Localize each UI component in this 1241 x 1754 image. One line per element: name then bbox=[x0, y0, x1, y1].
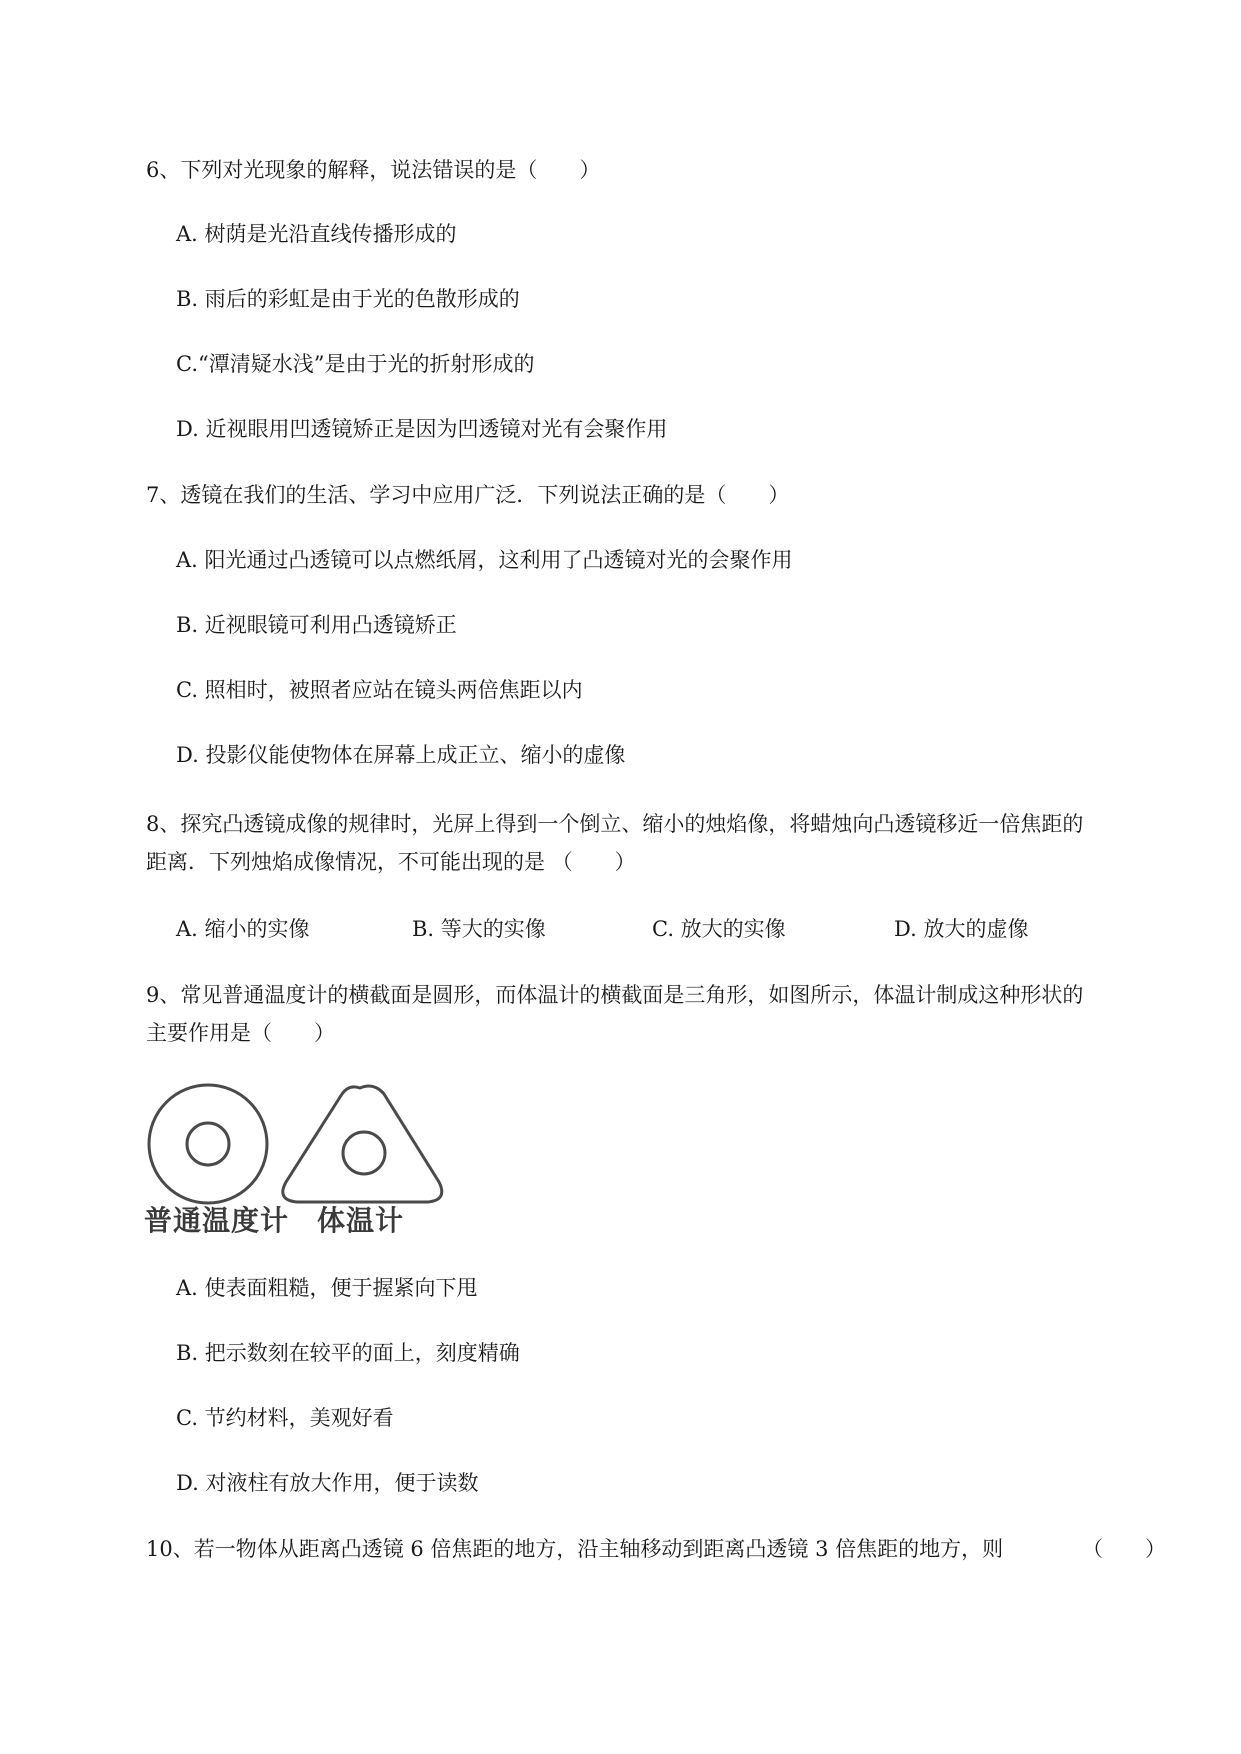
question-9-option-c: C. 节约材料，美观好看 bbox=[176, 1406, 394, 1430]
question-9-stem-line1: 9、常见普通温度计的横截面是圆形，而体温计的横截面是三角形，如图所示，体温计制成这种形状的 bbox=[146, 983, 1084, 1007]
figure-label-ordinary-thermometer: 普通温度计 bbox=[144, 1204, 290, 1237]
question-10-stem: 10、若一物体从距离凸透镜 6 倍焦距的地方，沿主轴移动到距离凸透镜 3 倍焦距的地方，则 bbox=[146, 1537, 1004, 1561]
ordinary-thermometer-outer-circle bbox=[149, 1085, 267, 1203]
question-7-option-c: C. 照相时，被照者应站在镜头两倍焦距以内 bbox=[176, 678, 583, 702]
question-7-option-b: B. 近视眼镜可利用凸透镜矫正 bbox=[176, 613, 457, 637]
question-7-stem: 7、透镜在我们的生活、学习中应用广泛．下列说法正确的是（ ） bbox=[146, 483, 790, 507]
question-8-option-c: C. 放大的实像 bbox=[652, 917, 786, 941]
question-6-option-b: B. 雨后的彩虹是由于光的色散形成的 bbox=[176, 287, 520, 311]
thermometer-cross-section-figure bbox=[142, 1082, 462, 1242]
question-8-option-d: D. 放大的虚像 bbox=[894, 917, 1029, 941]
question-9-option-a: A. 使表面粗糙，便于握紧向下甩 bbox=[176, 1276, 478, 1300]
question-6-option-a: A. 树荫是光沿直线传播形成的 bbox=[176, 222, 457, 246]
question-6-option-d: D. 近视眼用凹透镜矫正是因为凹透镜对光有会聚作用 bbox=[176, 417, 668, 441]
question-6-option-c: C.“潭清疑水浅”是由于光的折射形成的 bbox=[176, 352, 535, 376]
ordinary-thermometer-inner-circle bbox=[187, 1123, 229, 1165]
question-8-option-b: B. 等大的实像 bbox=[412, 917, 546, 941]
clinical-thermometer-inner-circle bbox=[343, 1132, 385, 1174]
question-8-stem-line1: 8、探究凸透镜成像的规律时，光屏上得到一个倒立、缩小的烛焰像，将蜡烛向凸透镜移近一倍焦距的 bbox=[146, 812, 1084, 836]
clinical-thermometer-triangle bbox=[283, 1086, 442, 1202]
question-8-option-a: A. 缩小的实像 bbox=[176, 917, 310, 941]
question-10-answer-bracket: （ ） bbox=[1082, 1537, 1166, 1561]
question-8-stem-line2: 距离．下列烛焰成像情况，不可能出现的是 （ ） bbox=[146, 850, 636, 874]
question-9-stem-line2: 主要作用是（ ） bbox=[146, 1021, 335, 1045]
question-9-option-d: D. 对液柱有放大作用，便于读数 bbox=[176, 1471, 479, 1495]
question-7-option-a: A. 阳光通过凸透镜可以点燃纸屑，这利用了凸透镜对光的会聚作用 bbox=[176, 548, 793, 572]
question-6-stem: 6、下列对光现象的解释，说法错误的是（ ） bbox=[146, 158, 601, 182]
figure-label-clinical-thermometer: 体温计 bbox=[317, 1204, 405, 1237]
question-9-option-b: B. 把示数刻在较平的面上，刻度精确 bbox=[176, 1341, 520, 1365]
question-7-option-d: D. 投影仪能使物体在屏幕上成正立、缩小的虚像 bbox=[176, 743, 626, 767]
